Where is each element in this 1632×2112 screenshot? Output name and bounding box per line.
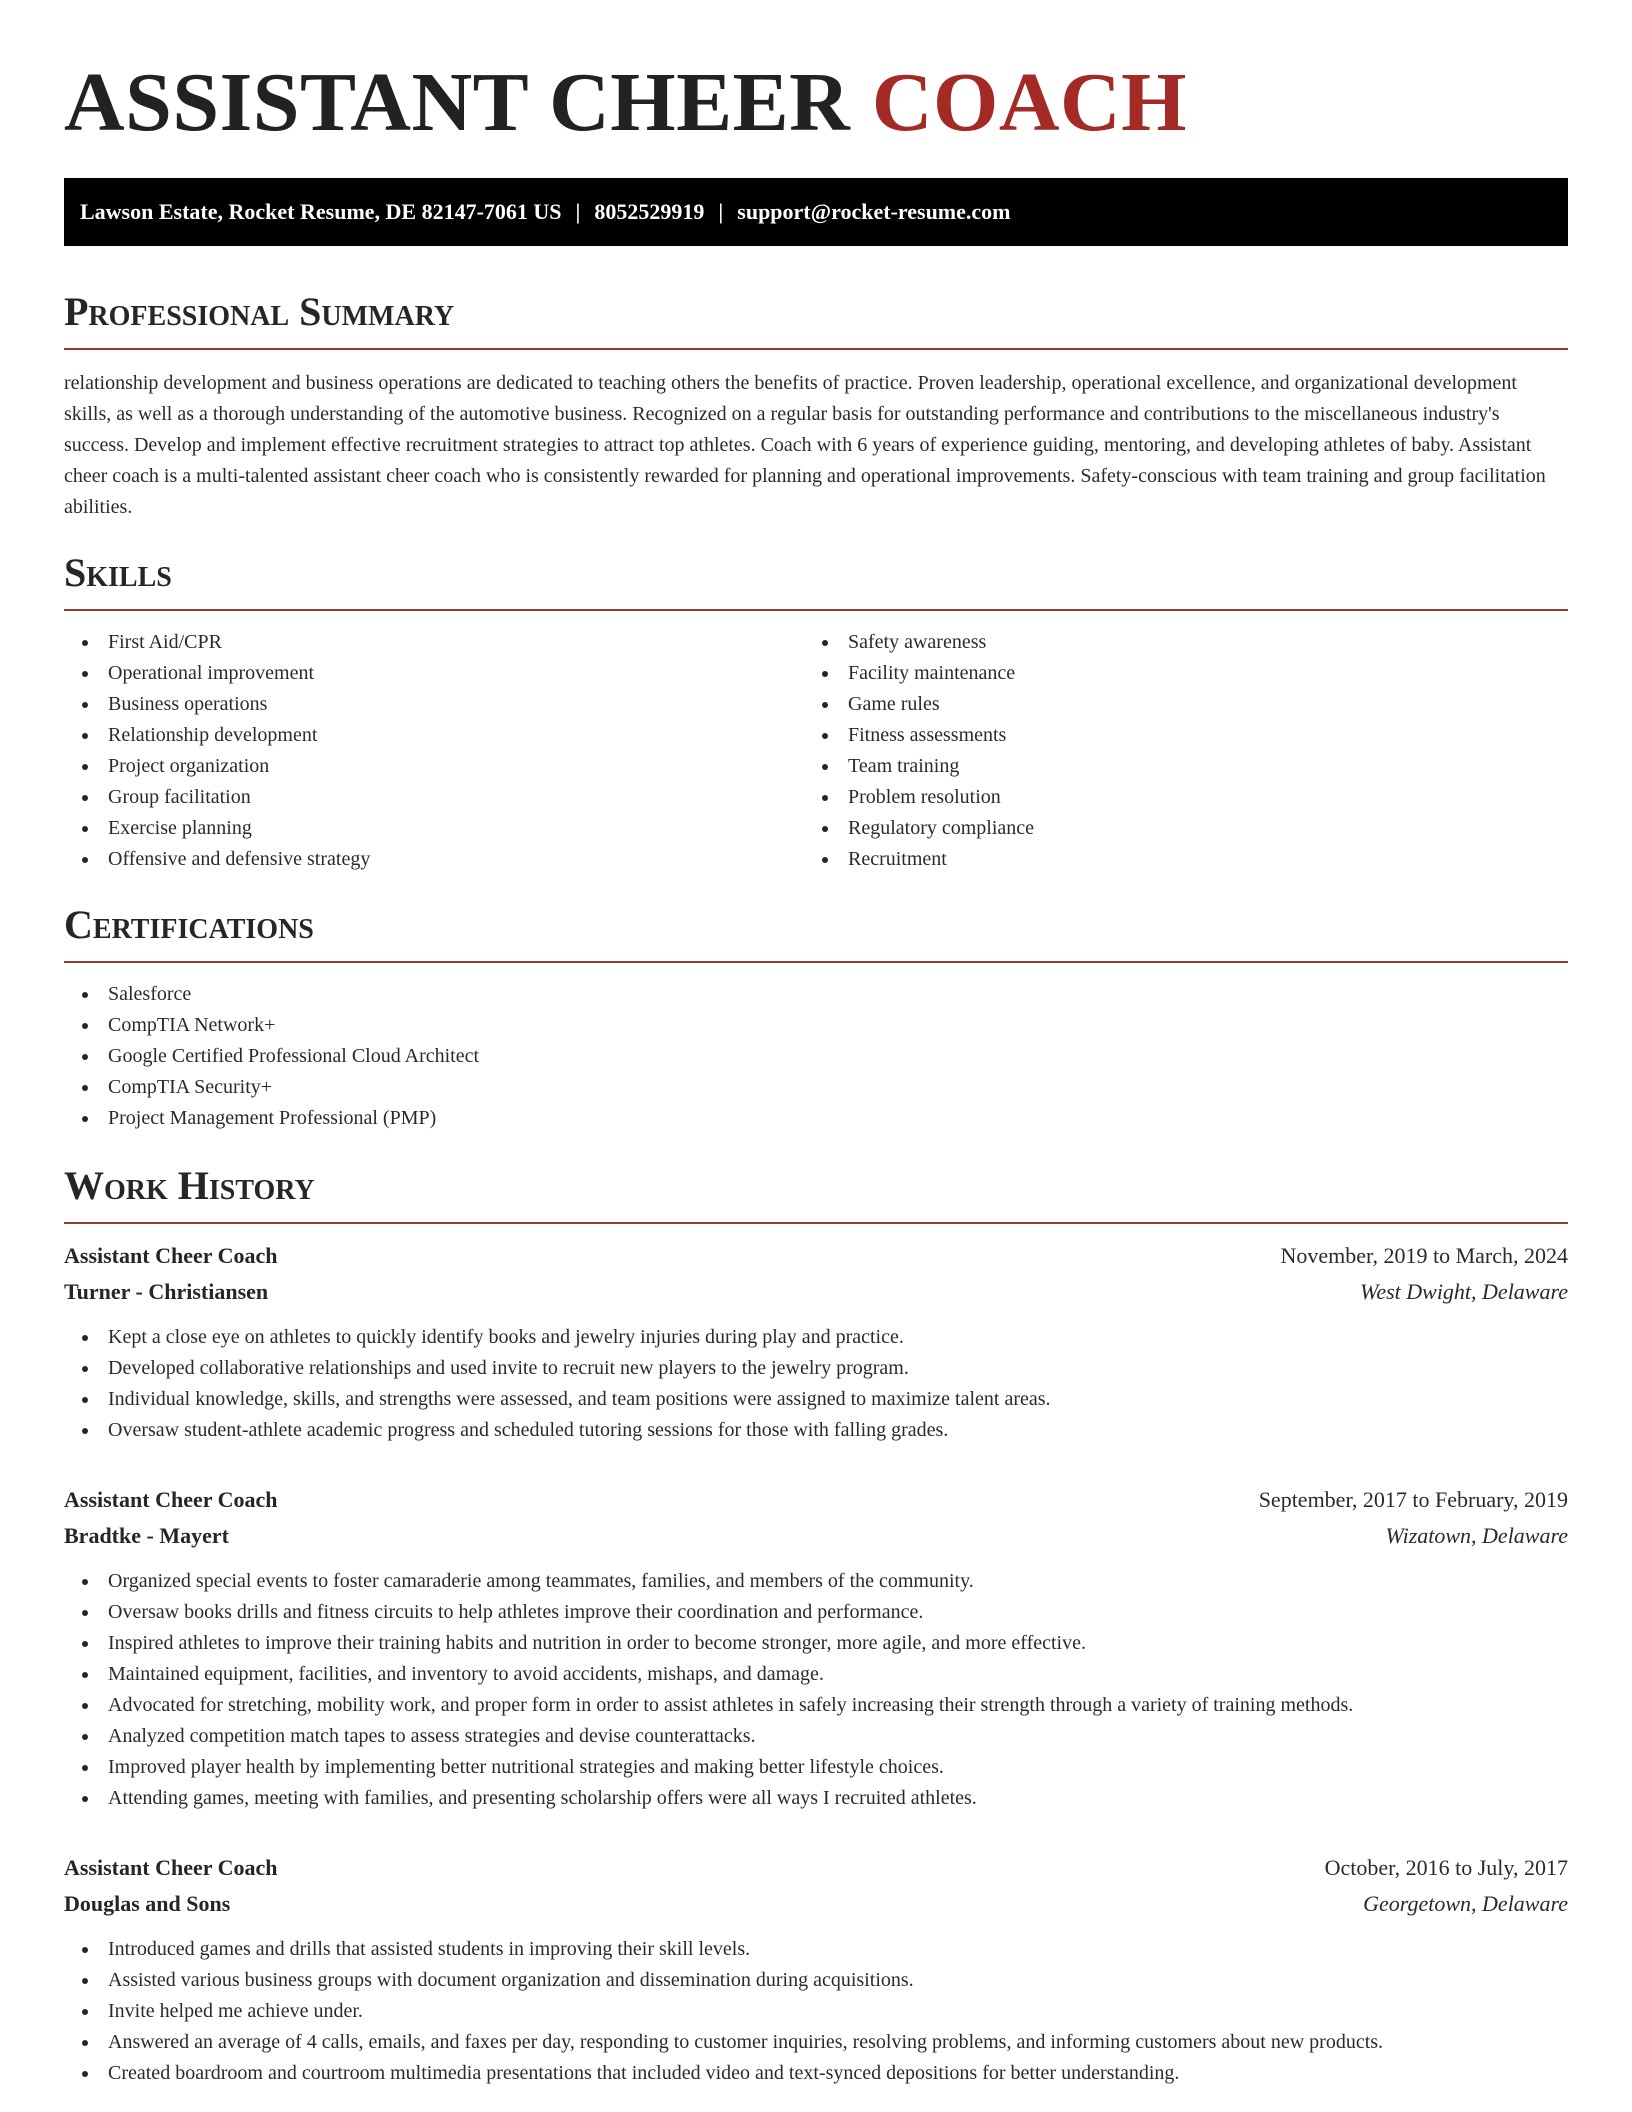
job-duties-list (64, 1566, 1568, 1814)
skills-heading: Skills (64, 551, 1568, 611)
job-duty: Developed collaborative relationships and used invite to recruit new players to the jewelry program. (64, 1353, 1568, 1384)
job-duty: Analyzed competition match tapes to assess strategies and devise counterattacks. (64, 1721, 1568, 1752)
contact-separator: | (575, 199, 581, 224)
skills-columns (64, 627, 1568, 875)
skill-item: Exercise planning (64, 813, 804, 844)
certification-item: CompTIA Security+ (64, 1072, 1568, 1103)
title-accent: COACH (871, 56, 1188, 149)
job-company: Bradtke - Mayert (64, 1523, 229, 1548)
job-duty: Attending games, meeting with families, and presenting scholarship offers were all ways I recruited athletes. (64, 1783, 1568, 1814)
job-header-row (64, 1482, 1568, 1518)
job-duty: Answered an average of 4 calls, emails, and faxes per day, responding to customer inquiries, resolving problems, and informing customers about new products. (64, 2027, 1568, 2058)
skill-item: Offensive and defensive strategy (64, 844, 804, 875)
certifications-heading: Certifications (64, 903, 1568, 963)
job-entry (64, 1238, 1568, 1446)
job-subheader-row (64, 1518, 1568, 1554)
skills-list-left (64, 627, 804, 875)
skill-item: Facility maintenance (804, 658, 1544, 689)
resume-title (64, 56, 1568, 149)
skills-section (64, 551, 1568, 875)
job-location: West Dwight, Delaware (1360, 1279, 1568, 1304)
work-history-section (64, 1164, 1568, 2089)
certification-item: Project Management Professional (PMP) (64, 1103, 1568, 1134)
skill-item: Game rules (804, 689, 1544, 720)
skill-item: Regulatory compliance (804, 813, 1544, 844)
job-duty: Individual knowledge, skills, and strengths were assessed, and team positions were assigned to maximize talent areas. (64, 1384, 1568, 1415)
summary-heading: Professional Summary (64, 290, 1568, 350)
job-duty: Advocated for stretching, mobility work, and proper form in order to assist athletes in safely increasing their strength through a variety of training methods. (64, 1690, 1568, 1721)
job-duties-list (64, 1322, 1568, 1446)
job-entry (64, 1482, 1568, 1814)
job-duty: Maintained equipment, facilities, and inventory to avoid accidents, mishaps, and damage. (64, 1659, 1568, 1690)
certification-item: Salesforce (64, 979, 1568, 1010)
contact-email[interactable]: support@rocket-resume.com (737, 199, 1011, 224)
job-duty: Oversaw student-athlete academic progress and scheduled tutoring sessions for those with falling grades. (64, 1415, 1568, 1446)
skill-item: Fitness assessments (804, 720, 1544, 751)
certifications-section (64, 903, 1568, 1134)
job-dates: September, 2017 to February, 2019 (1258, 1487, 1568, 1512)
job-subheader-row (64, 1274, 1568, 1310)
skills-list-right (804, 627, 1544, 875)
contact-address: Lawson Estate, Rocket Resume, DE 82147-7061 US (80, 199, 562, 224)
job-duties-list (64, 1934, 1568, 2089)
contact-separator: | (718, 199, 724, 224)
job-title: Assistant Cheer Coach (64, 1487, 278, 1512)
job-dates: November, 2019 to March, 2024 (1280, 1243, 1568, 1268)
title-main: ASSISTANT CHEER (64, 56, 851, 149)
contact-bar (64, 178, 1568, 246)
skill-item: Team training (804, 751, 1544, 782)
skill-item: Recruitment (804, 844, 1544, 875)
skill-item: Problem resolution (804, 782, 1544, 813)
skill-item: Business operations (64, 689, 804, 720)
job-subheader-row (64, 1886, 1568, 1922)
job-company: Douglas and Sons (64, 1891, 231, 1916)
contact-phone: 8052529919 (594, 199, 705, 224)
summary-section (64, 290, 1568, 523)
job-duty: Improved player health by implementing better nutritional strategies and making better lifestyle choices. (64, 1752, 1568, 1783)
job-location: Georgetown, Delaware (1363, 1891, 1568, 1916)
job-dates: October, 2016 to July, 2017 (1324, 1855, 1568, 1880)
job-duty: Assisted various business groups with document organization and dissemination during acquisitions. (64, 1965, 1568, 1996)
resume-page (64, 0, 1568, 2089)
work-history-heading: Work History (64, 1164, 1568, 1224)
job-header-row (64, 1238, 1568, 1274)
job-duty: Inspired athletes to improve their training habits and nutrition in order to become stronger, more agile, and more effective. (64, 1628, 1568, 1659)
skill-item: Group facilitation (64, 782, 804, 813)
job-title: Assistant Cheer Coach (64, 1243, 278, 1268)
job-duty: Kept a close eye on athletes to quickly identify books and jewelry injuries during play and practice. (64, 1322, 1568, 1353)
summary-text: relationship development and business operations are dedicated to teaching others the benefits of practice. Proven leadership, operational excellence, and organizational development skills, as well as a thorough understanding of the automotive business. Recognized on a regular basis for outstanding performance and contributions to the miscellaneous industry's success. Develop and implement effective recruitment strategies to attract top athletes. Coach with 6 years of experience guiding, mentoring, and developing athletes of baby. Assistant cheer coach is a multi-talented assistant cheer coach who is consistently rewarded for planning and operational improvements. Safety-conscious with team training and group facilitation abilities. (64, 372, 1546, 518)
skill-item: Project organization (64, 751, 804, 782)
certification-item: CompTIA Network+ (64, 1010, 1568, 1041)
job-duty: Introduced games and drills that assisted students in improving their skill levels. (64, 1934, 1568, 1965)
job-duty: Oversaw books drills and fitness circuits to help athletes improve their coordination and performance. (64, 1597, 1568, 1628)
job-location: Wizatown, Delaware (1385, 1523, 1568, 1548)
certifications-list (64, 979, 1568, 1134)
job-duty: Organized special events to foster camaraderie among teammates, families, and members of the community. (64, 1566, 1568, 1597)
certification-item: Google Certified Professional Cloud Architect (64, 1041, 1568, 1072)
skill-item: First Aid/CPR (64, 627, 804, 658)
job-header-row (64, 1850, 1568, 1886)
job-duty: Invite helped me achieve under. (64, 1996, 1568, 2027)
job-company: Turner - Christiansen (64, 1279, 269, 1304)
skill-item: Relationship development (64, 720, 804, 751)
skill-item: Safety awareness (804, 627, 1544, 658)
job-title: Assistant Cheer Coach (64, 1855, 278, 1880)
job-duty: Created boardroom and courtroom multimedia presentations that included video and text-synced depositions for better understanding. (64, 2058, 1568, 2089)
job-entry (64, 1850, 1568, 2089)
skill-item: Operational improvement (64, 658, 804, 689)
